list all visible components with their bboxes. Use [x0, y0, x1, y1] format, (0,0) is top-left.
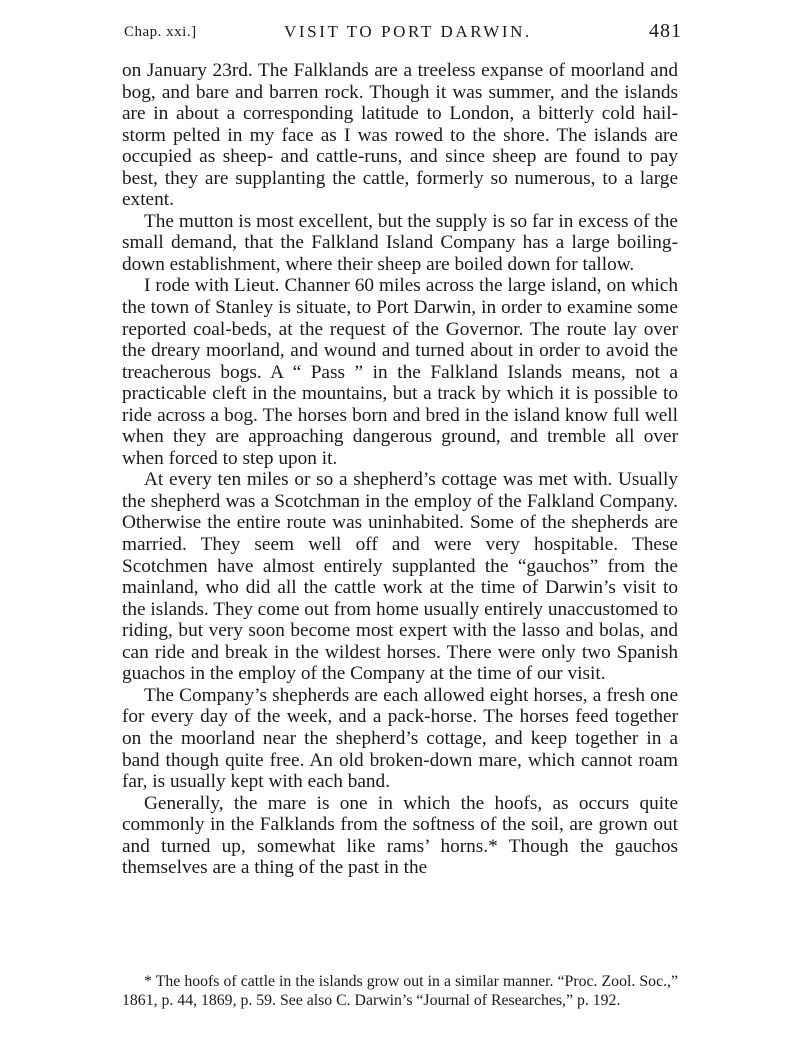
- chapter-label: Chap. xxi.]: [124, 24, 197, 40]
- page-number: 481: [649, 20, 682, 42]
- running-head: [124, 20, 682, 46]
- footnote: [122, 972, 678, 1010]
- paragraph-shepherds: At every ten miles or so a shepherd’s cottage was met with. Usually the shepherd was a Scotchman in the employ of the Falkland Company. Otherwise the entire route was uninhabited. Some of the shepherds are married. They seem well off and were very hospitable. These Scotchmen have almost entirely supplanted the “gauchos” from the mainland, who did all the cattle work at the time of Darwin’s visit to the islands. They come out from home usually entirely unaccustomed to riding, but very soon become most expert with the lasso and bolas, and can ride and break in the wildest horses. There were only two Spanish guachos in the employ of the Company at the time of our visit.: [122, 469, 678, 685]
- paragraph-mare: Generally, the mare is one in which the hoofs, as occurs quite commonly in the Falklands from the softness of the soil, are grown out and turned up, somewhat like rams’ horns.* Though the gauchos themselves are a thing of the past in the: [122, 792, 678, 879]
- paragraph-mutton: The mutton is most excellent, but the supply is so far in excess of the small demand, that the Falkland Island Company has a large boiling-down establishment, where their sheep are boiled down for tallow.: [122, 210, 678, 275]
- body-text: [122, 60, 678, 879]
- paragraph-ride: I rode with Lieut. Channer 60 miles across the large island, on which the town of Stanley is situate, to Port Darwin, in order to examine some reported coal-beds, at the request of the Governor. The route lay over the dreary moorland, and wound and turned about in order to avoid the treacherous bogs. A “ Pass ” in the Falkland Islands means, not a practicable cleft in the mountains, but a track by which it is possible to ride across a bog. The horses born and bred in the island know full well when they are approaching dangerous ground, and tremble all over when forced to step upon it.: [122, 275, 678, 469]
- paragraph-continued: on January 23rd. The Falklands are a treeless expanse of moorland and bog, and bare and barren rock. Though it was summer, and the islands are in about a corresponding latitude to London, a bitterly cold hail-storm pelted in my face as I was rowed to the shore. The islands are occupied as sheep- and cattle-runs, and since sheep are found to pay best, they are supplanting the cattle, formerly so numerous, to a large extent.: [122, 60, 678, 211]
- paragraph-horses: The Company’s shepherds are each allowed eight horses, a fresh one for every day of the week, and a pack-horse. The horses feed together on the moorland near the shepherd’s cottage, and keep together in a band though quite free. An old broken-down mare, which cannot roam far, is usually kept with each band.: [122, 684, 678, 793]
- footnote-text: * The hoofs of cattle in the islands grow out in a similar manner. “Proc. Zool. Soc.,” 1861, p. 44, 1869, p. 59. See also C. Darwin’s “Journal of Researches,” p. 192.: [122, 973, 678, 1009]
- running-title: VISIT TO PORT DARWIN.: [284, 22, 532, 41]
